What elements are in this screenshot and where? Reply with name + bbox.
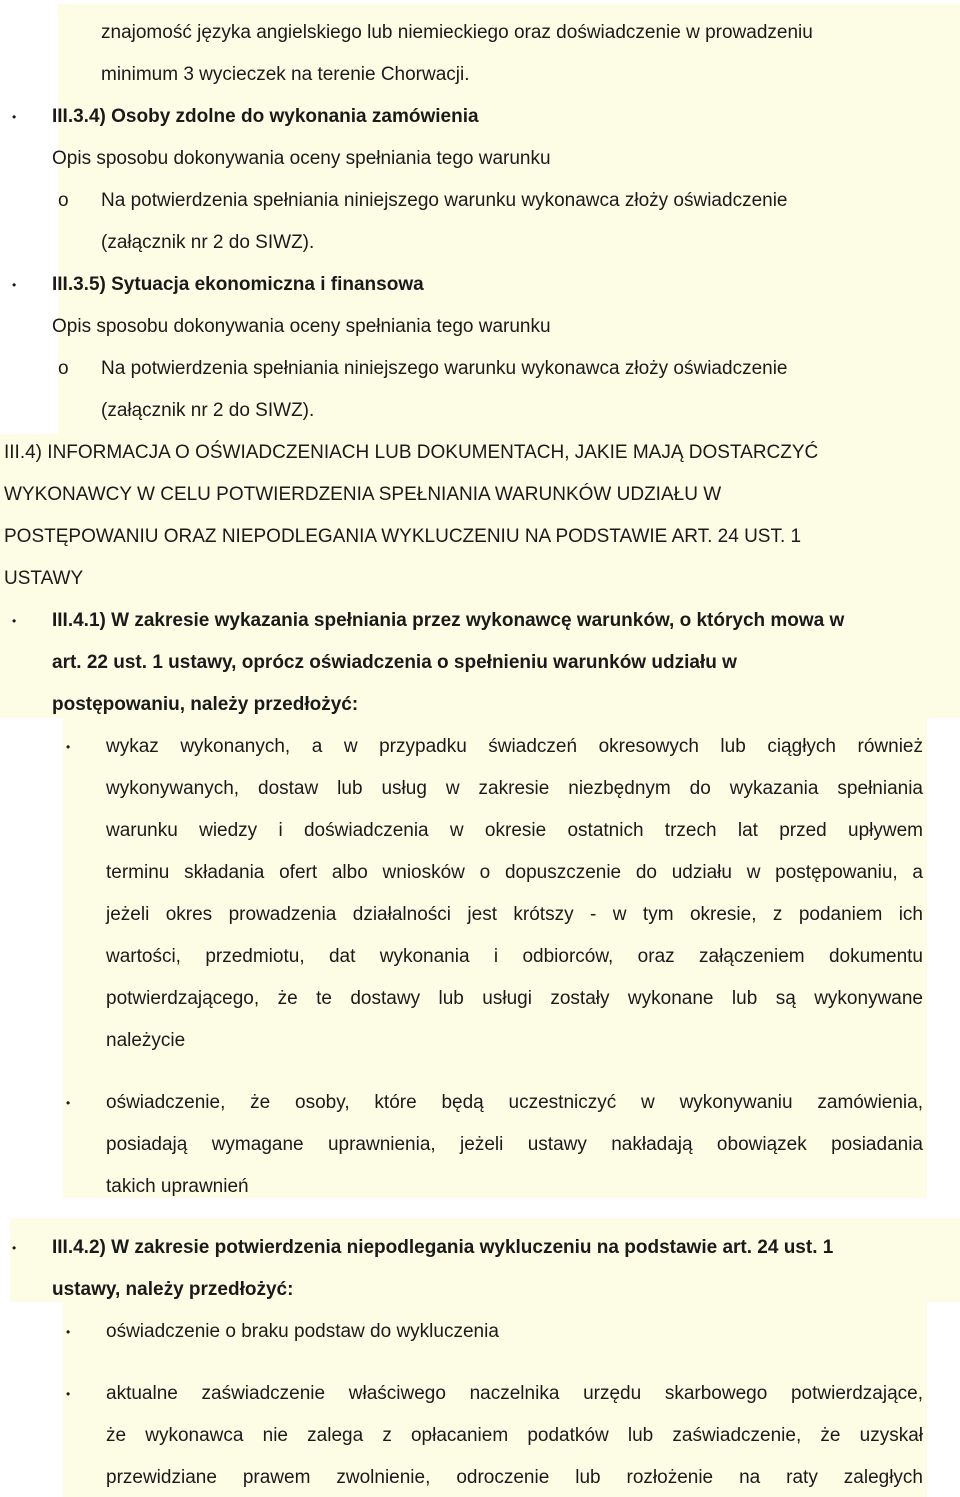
text-line: znajomość języka angielskiego lub niemieckiego oraz doświadczenie w prowadzeniu [101,22,813,43]
description-text: Opis sposobu dokonywania oceny spełniania tego warunku [52,148,551,169]
list-item-text: warunku wiedzy i doświadczenia w okresie ostatnich trzech lat przed upływem [106,820,923,841]
list-item-text: (załącznik nr 2 do SIWZ). [101,232,315,253]
list-item-text: posiadają wymagane uprawnienia, jeżeli ustawy nakładają obowiązek posiadania [106,1134,923,1155]
subsection-heading: ustawy, należy przedłożyć: [52,1279,294,1300]
subsection-heading: postępowaniu, należy przedłożyć: [52,694,359,715]
bullet-icon: • [12,614,17,628]
list-item-text: terminu składania ofert albo wniosków o dopuszczenie do udziału w postępowaniu, a [106,862,923,883]
section-heading: III.3.4) Osoby zdolne do wykonania zamówienia [52,106,479,127]
list-item-text: oświadczenie, że osoby, które będą uczestniczyć w wykonywaniu zamówienia, [106,1092,923,1113]
bullet-icon: • [66,1387,71,1401]
bullet-icon: • [12,278,17,292]
list-item-text: Na potwierdzenia spełniania niniejszego warunku wykonawca złoży oświadczenie [101,358,788,379]
section-heading: POSTĘPOWANIU ORAZ NIEPODLEGANIA WYKLUCZENIU NA PODSTAWIE ART. 24 UST. 1 [4,526,802,547]
list-item-text: wykonywanych, dostaw lub usług w zakresie niezbędnym do wykazania spełniania [106,778,923,799]
list-item-text: aktualne zaświadczenie właściwego naczelnika urzędu skarbowego potwierdzające, [106,1383,923,1404]
section-heading: USTAWY [4,568,84,589]
list-item-text: wartości, przedmiotu, dat wykonania i odbiorców, oraz załączeniem dokumentu [106,946,923,967]
bullet-icon: • [66,740,71,754]
subsection-heading: III.4.2) W zakresie potwierdzenia niepodlegania wykluczeniu na podstawie art. 24 ust. 1 [52,1237,834,1258]
section-heading: III.4) INFORMACJA O OŚWIADCZENIACH LUB DOKUMENTACH, JAKIE MAJĄ DOSTARCZYĆ [4,442,819,463]
subsection-heading: III.4.1) W zakresie wykazania spełniania przez wykonawcę warunków, o których mowa w [52,610,845,631]
list-item-text: Na potwierdzenia spełniania niniejszego warunku wykonawca złoży oświadczenie [101,190,788,211]
list-item-text: że wykonawca nie zalega z opłacaniem podatków lub zaświadczenie, że uzyskał [106,1425,923,1446]
circle-bullet-icon: o [58,358,69,379]
list-item-text: należycie [106,1030,186,1051]
list-item-text: potwierdzającego, że te dostawy lub usługi zostały wykonane lub są wykonywane [106,988,923,1009]
highlight-block-heading [0,434,960,718]
description-text: Opis sposobu dokonywania oceny spełniania tego warunku [52,316,551,337]
bullet-icon: • [66,1325,71,1339]
section-heading: WYKONAWCY W CELU POTWIERDZENIA SPEŁNIANIA WARUNKÓW UDZIAŁU W [4,484,722,505]
list-item-text: (załącznik nr 2 do SIWZ). [101,400,315,421]
list-item-text: takich uprawnień [106,1176,249,1197]
list-item-text: przewidziane prawem zwolnienie, odroczenie lub rozłożenie na raty zaległych [106,1467,923,1488]
bullet-icon: • [66,1096,71,1110]
text-line: minimum 3 wycieczek na terenie Chorwacji. [101,64,470,85]
list-item-text: jeżeli okres prowadzenia działalności jest krótszy - w tym okresie, z podaniem ich [106,904,923,925]
section-heading: III.3.5) Sytuacja ekonomiczna i finansowa [52,274,424,295]
circle-bullet-icon: o [58,190,69,211]
list-item-text: oświadczenie o braku podstaw do wykluczenia [106,1321,499,1342]
bullet-icon: • [12,110,17,124]
bullet-icon: • [12,1241,17,1255]
list-item-text: wykaz wykonanych, a w przypadku świadczeń okresowych lub ciągłych również [106,736,923,757]
subsection-heading: art. 22 ust. 1 ustawy, oprócz oświadczenia o spełnieniu warunków udziału w [52,652,737,673]
